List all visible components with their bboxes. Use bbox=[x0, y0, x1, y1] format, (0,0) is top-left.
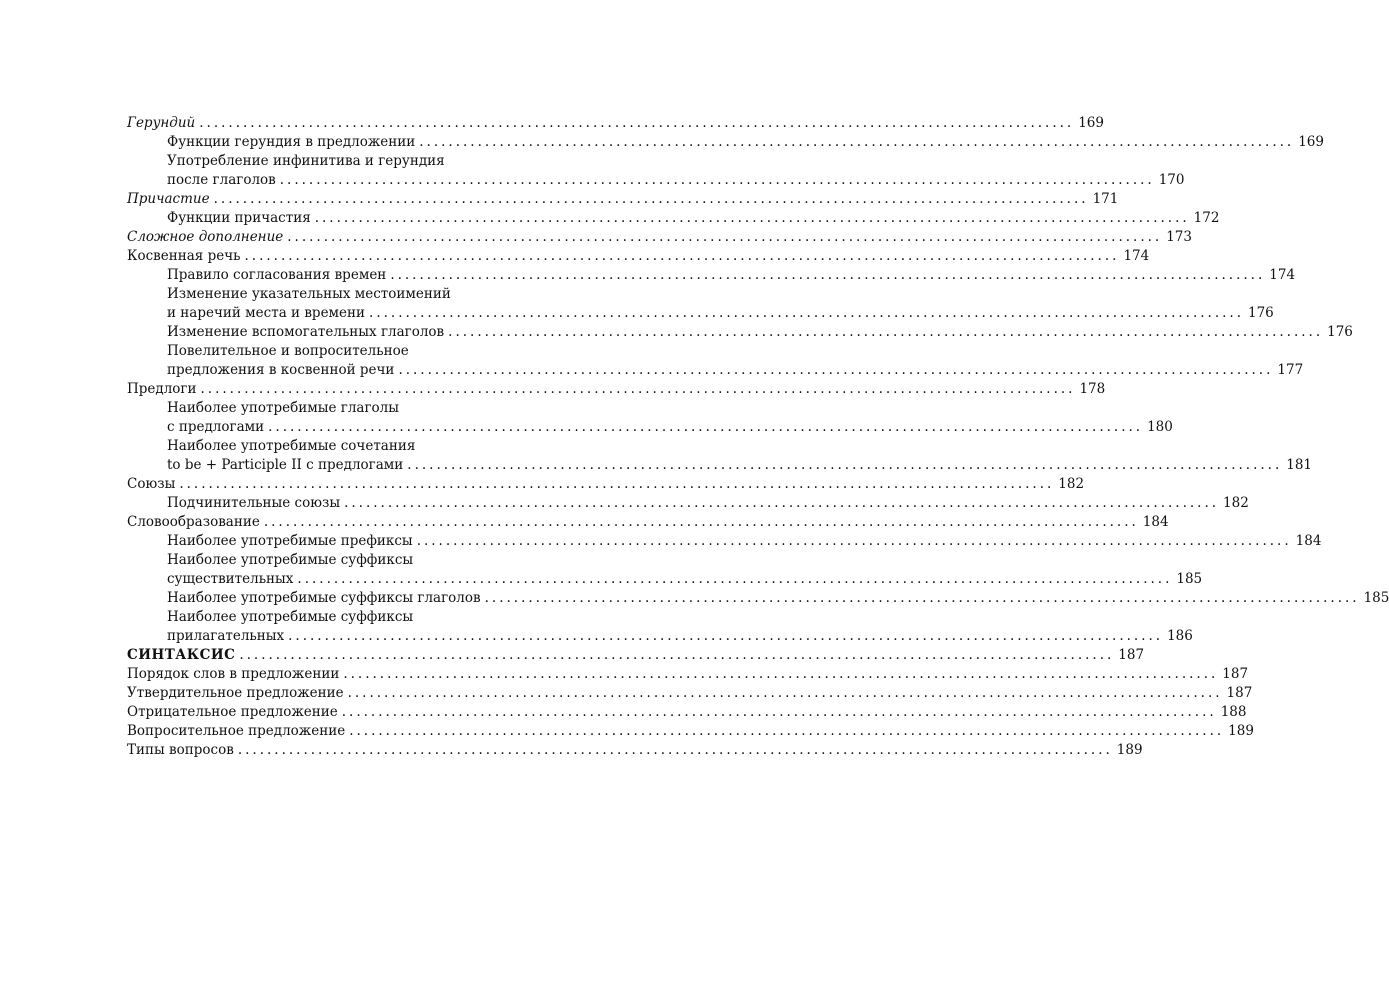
toc-entry bbox=[127, 475, 1085, 494]
toc-page-number: 189 bbox=[1228, 723, 1254, 739]
toc-page-number: 182 bbox=[1058, 476, 1085, 492]
toc-title: прилагательных bbox=[167, 628, 285, 644]
toc-leader-dots: ........................................................................................................................ bbox=[263, 514, 1139, 530]
toc-entry bbox=[127, 323, 1353, 342]
toc-leader-dots: ........................................................................................................................ bbox=[244, 248, 1120, 264]
toc-line bbox=[127, 228, 1192, 247]
toc-line bbox=[127, 475, 1085, 494]
toc-leader-dots: ........................................................................................................................ bbox=[448, 324, 1324, 340]
toc-title: Подчинительные союзы bbox=[167, 495, 341, 511]
toc-page-number: 173 bbox=[1166, 229, 1192, 245]
toc-entry bbox=[127, 114, 1104, 133]
toc-line bbox=[127, 570, 1203, 589]
toc-title: Наиболее употребимые суффиксы глаголов bbox=[167, 590, 481, 606]
toc-leader-dots: ........................................................................................................................ bbox=[213, 191, 1089, 207]
toc-page-number: 189 bbox=[1116, 742, 1143, 758]
toc-page-number: 185 bbox=[1176, 571, 1203, 587]
toc-leader-dots: ........................................................................................................................ bbox=[200, 381, 1076, 397]
toc-title: Наиболее употребимые префиксы bbox=[167, 533, 413, 549]
toc-title: to be + Participle II с предлогами bbox=[167, 457, 404, 473]
toc-leader-dots: ........................................................................................................................ bbox=[199, 115, 1075, 131]
toc-title: Наиболее употребимые суффиксы bbox=[167, 552, 414, 568]
toc-page-number: 188 bbox=[1220, 704, 1247, 720]
toc-title: Герундий bbox=[127, 115, 196, 131]
toc-line bbox=[127, 684, 1253, 703]
toc-page-number: 170 bbox=[1158, 172, 1185, 188]
toc-line bbox=[127, 551, 608, 570]
toc-page-number: 178 bbox=[1079, 381, 1106, 397]
toc-title: Утвердительное предложение bbox=[127, 685, 344, 701]
toc-leader-dots: ........................................................................................................................ bbox=[279, 172, 1155, 188]
toc-page-number: 187 bbox=[1118, 647, 1145, 663]
toc-entry bbox=[127, 152, 1185, 190]
toc-entry bbox=[127, 741, 1143, 760]
toc-title: Косвенная речь bbox=[127, 248, 241, 264]
toc-line bbox=[127, 456, 1313, 475]
toc-title: Типы вопросов bbox=[127, 742, 234, 758]
toc-leader-dots: ........................................................................................................................ bbox=[268, 419, 1144, 435]
toc-entry bbox=[127, 247, 1150, 266]
toc-title: после глаголов bbox=[167, 172, 276, 188]
toc-entry bbox=[127, 285, 1274, 323]
toc-line bbox=[127, 494, 1249, 513]
toc-title: Функции причастия bbox=[167, 210, 311, 226]
toc-entry bbox=[127, 665, 1249, 684]
toc-title: Повелительное и вопросительное bbox=[167, 343, 409, 359]
toc-leader-dots: ........................................................................................................................ bbox=[179, 476, 1055, 492]
toc-title: Изменение указательных местоимений bbox=[167, 286, 451, 302]
toc-leader-dots: ........................................................................................................................ bbox=[239, 647, 1115, 663]
toc-page-number: 176 bbox=[1248, 305, 1274, 321]
toc-line bbox=[127, 323, 1353, 342]
toc-entry bbox=[127, 209, 1220, 228]
toc-title: Причастие bbox=[127, 191, 210, 207]
toc-leader-dots: ........................................................................................................................ bbox=[419, 134, 1295, 150]
toc-title: Порядок слов в предложении bbox=[127, 666, 340, 682]
toc-entry bbox=[127, 190, 1119, 209]
toc-title: Наиболее употребимые суффиксы bbox=[167, 609, 414, 625]
toc-title: СИНТАКСИС bbox=[127, 647, 236, 663]
toc-leader-dots: ........................................................................................................................ bbox=[416, 533, 1292, 549]
toc-leader-dots: ........................................................................................................................ bbox=[314, 210, 1190, 226]
toc-entry bbox=[127, 684, 1253, 703]
toc-entry bbox=[127, 342, 1304, 380]
toc-page-number: 174 bbox=[1269, 267, 1296, 283]
toc-line bbox=[127, 665, 1249, 684]
toc-leader-dots: ........................................................................................................................ bbox=[407, 457, 1283, 473]
toc-line bbox=[127, 190, 1119, 209]
toc-line bbox=[127, 114, 1104, 133]
toc-title: Союзы bbox=[127, 476, 176, 492]
toc-entry bbox=[127, 608, 1193, 646]
toc-line bbox=[127, 513, 1169, 532]
toc-leader-dots: ........................................................................................................................ bbox=[398, 362, 1274, 378]
table-of-contents bbox=[127, 114, 1389, 760]
toc-line bbox=[127, 209, 1220, 228]
toc-line bbox=[127, 532, 1322, 551]
toc-page-number: 177 bbox=[1277, 362, 1304, 378]
toc-page-number: 184 bbox=[1142, 514, 1169, 530]
toc-entry bbox=[127, 266, 1296, 285]
toc-entry bbox=[127, 646, 1145, 665]
toc-entry bbox=[127, 703, 1247, 722]
toc-entry bbox=[127, 133, 1324, 152]
toc-title: Правило согласования времен bbox=[167, 267, 387, 283]
toc-line bbox=[127, 399, 608, 418]
toc-page-number: 169 bbox=[1298, 134, 1324, 150]
toc-line bbox=[127, 285, 608, 304]
toc-line bbox=[127, 703, 1247, 722]
toc-title: Изменение вспомогательных глаголов bbox=[167, 324, 445, 340]
toc-line bbox=[127, 418, 1173, 437]
toc-entry bbox=[127, 494, 1249, 513]
toc-leader-dots: ........................................................................................................................ bbox=[287, 229, 1163, 245]
toc-title: с предлогами bbox=[167, 419, 265, 435]
toc-leader-dots: ........................................................................................................................ bbox=[288, 628, 1164, 644]
toc-line bbox=[127, 437, 608, 456]
toc-entry bbox=[127, 589, 1389, 608]
toc-title: Употребление инфинитива и герундия bbox=[167, 153, 445, 169]
toc-page-number: 172 bbox=[1193, 210, 1220, 226]
toc-entry bbox=[127, 380, 1106, 399]
toc-line bbox=[127, 304, 1274, 323]
toc-leader-dots: ........................................................................................................................ bbox=[347, 685, 1223, 701]
toc-page-number: 180 bbox=[1147, 419, 1173, 435]
toc-leader-dots: ........................................................................................................................ bbox=[390, 267, 1266, 283]
toc-line bbox=[127, 741, 1143, 760]
toc-line bbox=[127, 133, 1324, 152]
toc-line bbox=[127, 152, 608, 171]
toc-page-number: 169 bbox=[1078, 115, 1104, 131]
toc-title: предложения в косвенной речи bbox=[167, 362, 395, 378]
toc-entry bbox=[127, 513, 1169, 532]
toc-line bbox=[127, 722, 1254, 741]
toc-entry bbox=[127, 437, 1313, 475]
toc-entry bbox=[127, 399, 1173, 437]
toc-line bbox=[127, 247, 1150, 266]
toc-title: и наречий места и времени bbox=[167, 305, 366, 321]
toc-leader-dots: ........................................................................................................................ bbox=[349, 723, 1225, 739]
toc-page-number: 176 bbox=[1327, 324, 1353, 340]
toc-entry bbox=[127, 722, 1254, 741]
toc-page-number: 182 bbox=[1223, 495, 1249, 511]
toc-line bbox=[127, 342, 608, 361]
toc-title: Словообразование bbox=[127, 514, 260, 530]
toc-page-number: 171 bbox=[1092, 191, 1119, 207]
toc-page-number: 181 bbox=[1286, 457, 1313, 473]
toc-title: Отрицательное предложение bbox=[127, 704, 338, 720]
toc-leader-dots: ........................................................................................................................ bbox=[344, 495, 1220, 511]
toc-line bbox=[127, 266, 1296, 285]
toc-entry bbox=[127, 532, 1322, 551]
toc-page-number: 174 bbox=[1123, 248, 1150, 264]
toc-title: Предлоги bbox=[127, 381, 197, 397]
toc-line bbox=[127, 627, 1193, 646]
toc-leader-dots: ........................................................................................................................ bbox=[297, 571, 1173, 587]
toc-title: Наиболее употребимые сочетания bbox=[167, 438, 416, 454]
toc-page-number: 185 bbox=[1363, 590, 1389, 606]
toc-line bbox=[127, 646, 1145, 665]
toc-page-number: 184 bbox=[1295, 533, 1322, 549]
toc-line bbox=[127, 589, 1389, 608]
toc-title: Сложное дополнение bbox=[127, 229, 284, 245]
toc-title: Наиболее употребимые глаголы bbox=[167, 400, 399, 416]
toc-entry bbox=[127, 228, 1192, 247]
toc-leader-dots: ........................................................................................................................ bbox=[343, 666, 1219, 682]
toc-line bbox=[127, 608, 608, 627]
toc-title: Вопросительное предложение bbox=[127, 723, 346, 739]
toc-title: Функции герундия в предложении bbox=[167, 134, 416, 150]
toc-page-number: 187 bbox=[1226, 685, 1253, 701]
toc-line bbox=[127, 380, 1106, 399]
toc-page-number: 186 bbox=[1167, 628, 1193, 644]
toc-title: существительных bbox=[167, 571, 294, 587]
toc-entry bbox=[127, 551, 1203, 589]
toc-leader-dots: ........................................................................................................................ bbox=[484, 590, 1360, 606]
toc-page-number: 187 bbox=[1222, 666, 1249, 682]
toc-line bbox=[127, 361, 1304, 380]
toc-line bbox=[127, 171, 1185, 190]
toc-leader-dots: ........................................................................................................................ bbox=[341, 704, 1217, 720]
toc-leader-dots: ........................................................................................................................ bbox=[237, 742, 1113, 758]
toc-leader-dots: ........................................................................................................................ bbox=[369, 305, 1244, 321]
